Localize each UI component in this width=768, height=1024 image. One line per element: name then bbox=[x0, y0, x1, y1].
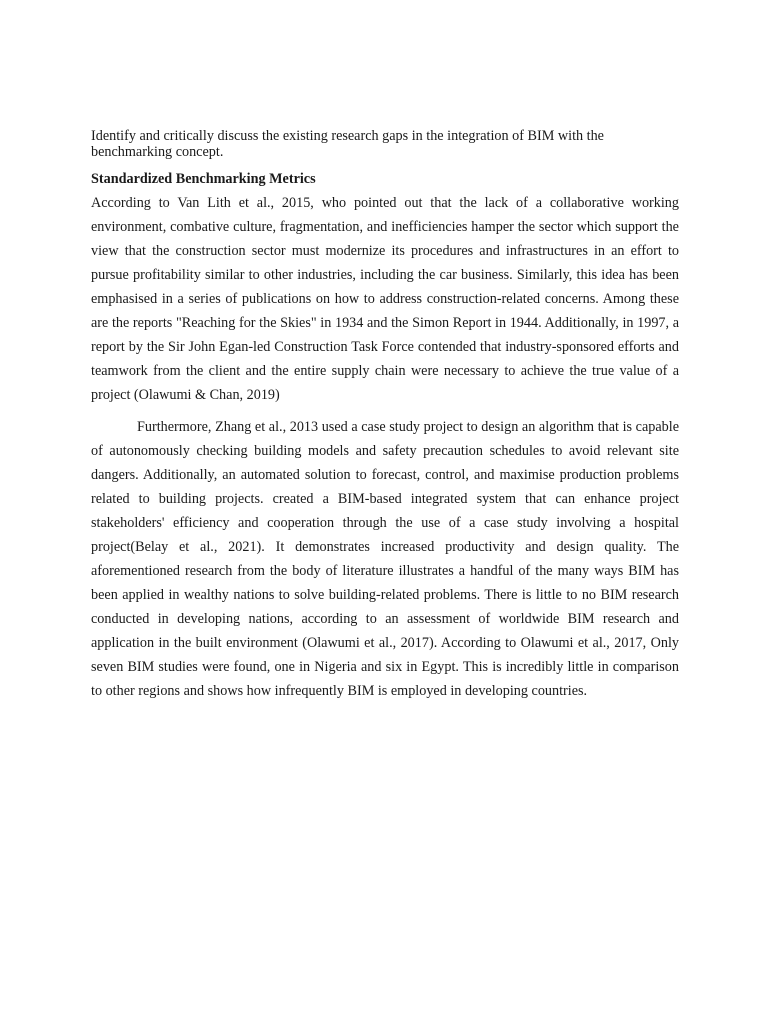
body-paragraph-1: According to Van Lith et al., 2015, who pointed out that the lack of a collaborative working environment, combative culture, fragmentation, and inefficiencies hamper the sector which support the view that the construction sector must modernize its procedures and infrastructures in an effort to pursue profitability similar to other industries, including the car business. Similarly, this idea has been emphasised in a series of publications on how to address construction-related concerns. Among these are the reports "Reaching for the Skies" in 1934 and the Simon Report in 1944. Additionally, in 1997, a report by the Sir John Egan-led Construction Task Force contended that industry-sponsored efforts and teamwork from the client and the entire supply chain were necessary to achieve the true value of a project (Olawumi & Chan, 2019) bbox=[91, 195, 679, 403]
question-text: Identify and critically discuss the existing research gaps in the integration of BIM with the benchmarking concept. bbox=[91, 128, 604, 160]
body-paragraph-2: Furthermore, Zhang et al., 2013 used a case study project to design an algorithm that is capable of autonomously checking building models and safety precaution schedules to avoid relevant site dangers. Additionally, an automated solution to forecast, control, and maximise production problems related to building projects. created a BIM-based integrated system that can enhance project stakeholders' efficiency and cooperation through the use of a case study involving a hospital project(Belay et al., 2021). It demonstrates increased productivity and design quality. The aforementioned research from the body of literature illustrates a handful of the many ways BIM has been applied in wealthy nations to solve building-related problems. There is little to no BIM research conducted in developing nations, according to an assessment of worldwide BIM research and application in the built environment (Olawumi et al., 2017). According to Olawumi et al., 2017, Only seven BIM studies were found, one in Nigeria and six in Egypt. This is incredibly little in comparison to other regions and shows how infrequently BIM is employed in developing countries. bbox=[91, 419, 679, 699]
section-heading: Standardized Benchmarking Metrics bbox=[91, 171, 316, 187]
document-page bbox=[91, 128, 679, 703]
